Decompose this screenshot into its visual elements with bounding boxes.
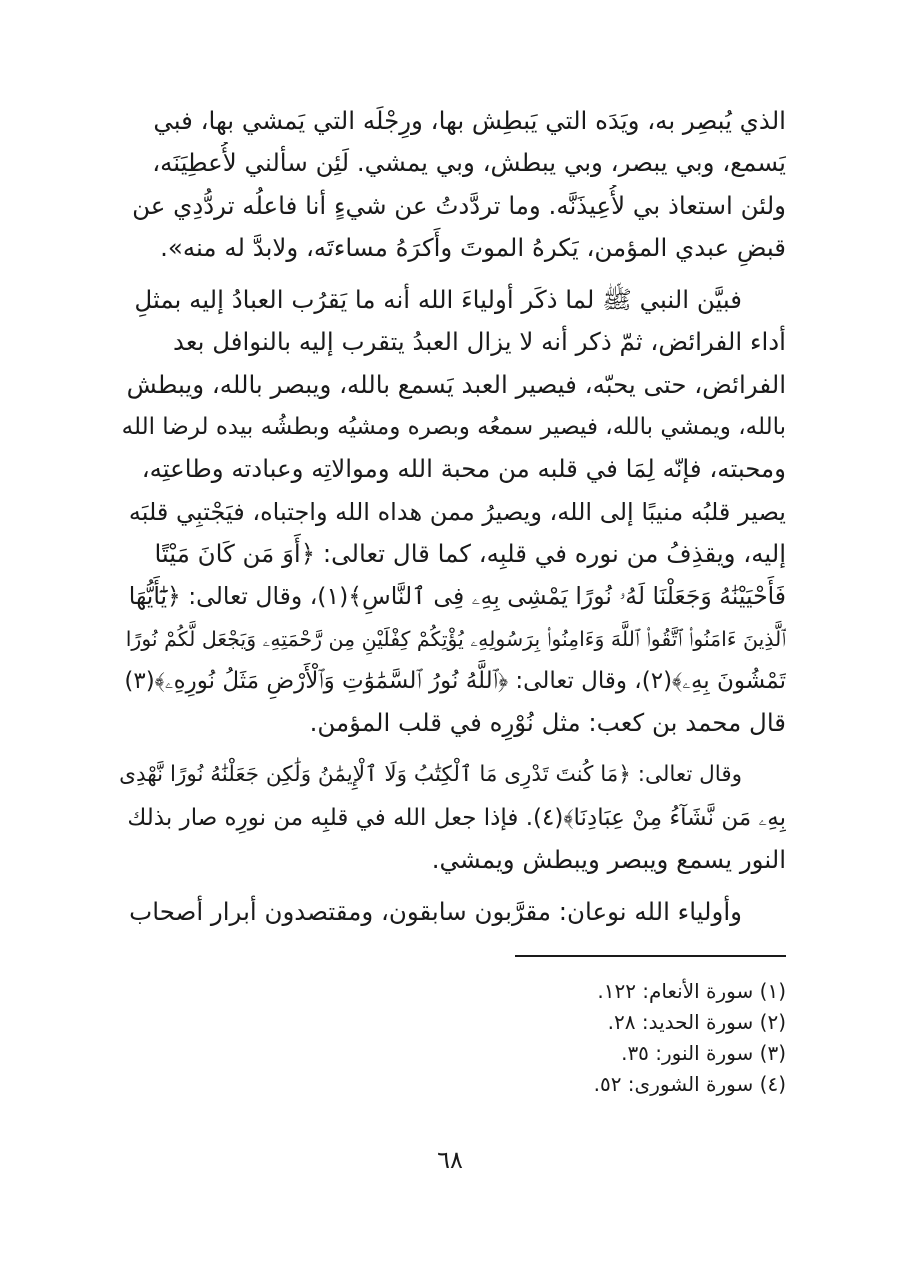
- paragraph-3: [118, 754, 786, 881]
- paragraph-gap: [118, 881, 786, 891]
- footnote: (٤) سورة الشورى: ٥٢.: [593, 1072, 786, 1096]
- footnote: (٢) سورة الحديد: ٢٨.: [607, 1010, 786, 1034]
- text-line: النور يسمع ويبصر ويبطش ويمشي.: [431, 845, 786, 875]
- paragraph-gap: [118, 744, 786, 754]
- text-line: بالله، ويمشي بالله، فيصير سمعُه وبصره ومشيُه وبطشُه بيده لرضا الله: [121, 414, 786, 441]
- text-line: ومحبته، فإنّه لِمَا في قلبه من محبة الله وموالاتِه وعبادته وطاعتِه،: [141, 454, 786, 484]
- text-line: يَسمع، وبي يبصر، وبي يبطش، وبي يمشي. لَئِن سألني لأُعطِيَنَه،: [152, 148, 786, 178]
- footnote-separator: [515, 955, 786, 957]
- text-line: ولئن استعاذ بي لأُعِيذَنَّه. وما تردَّدتُ عن شيءٍ أنا فاعلُه تردُّدِي عن: [132, 190, 786, 220]
- main-text: [118, 100, 786, 934]
- text-line: أداء الفرائض، ثمّ ذكر أنه لا يزال العبدُ يتقرب إليه بالنوافل بعد: [172, 327, 786, 357]
- text-line: فبيَّن النبي ﷺ لما ذكَر أولياءَ الله أنه ما يَقرُب العبادُ إليه بمثلِ: [134, 285, 742, 315]
- footnote: (١) سورة الأنعام: ١٢٢.: [597, 979, 786, 1003]
- text-line: يصير قلبُه منيبًا إلى الله، ويصيرُ ممن هداه الله واجتباه، فيَجْتبِي قلبَه: [128, 497, 786, 526]
- paragraph-2: [118, 279, 786, 744]
- text-line: قبضِ عبدي المؤمن، يَكرهُ الموتَ وأَكرَهُ مساءتَه، ولابدَّ له منه».: [160, 232, 786, 262]
- paragraph-1: [118, 100, 786, 269]
- footnotes: [386, 976, 786, 1100]
- quran-verse-line: وقال تعالى: ﴿مَا كُنتَ تَدْرِى مَا ٱلْكِتَٰبُ وَلَا ٱلْإِيمَٰنُ وَلَٰكِن جَعَلْنَٰهُ نُورًا نَّهْدِى: [119, 762, 742, 788]
- quran-verse-line: تَمْشُونَ بِهِۦ﴾(٢)، وقال تعالى: ﴿ٱللَّهُ نُورُ ٱلسَّمَٰوَٰتِ وَٱلْأَرْضِ مَثَلُ نُورِهِۦ﴾(٣): [124, 667, 786, 694]
- quran-verse-line: بِهِۦ مَن نَّشَآءُ مِنْ عِبَادِنَا﴾(٤). فإذا جعل الله في قلبِه من نورِه صار بذلك: [127, 804, 786, 831]
- text-line: الفرائض، حتى يحبّه، فيصير العبد يَسمع بالله، ويبصر بالله، ويبطش: [126, 369, 786, 399]
- text-line: وأولياء الله نوعان: مقرَّبون سابقون، ومقتصدون أبرار أصحاب: [129, 897, 742, 927]
- footnote: (٣) سورة النور: ٣٥.: [621, 1041, 786, 1065]
- paragraph-gap: [118, 269, 786, 279]
- quran-verse-line: فَأَحْيَيْنَٰهُ وَجَعَلْنَا لَهُۥ نُورًا يَمْشِى بِهِۦ فِى ٱلنَّاسِ﴾(١)، وقال تعالى: ﴿يَٰٓأَيُّهَا: [128, 582, 786, 611]
- page-number: ٦٨: [437, 1146, 463, 1174]
- text-line: الذي يُبصِر به، ويَدَه التي يَبطِش بها، ورِجْلَه التي يَمشي بها، فبي: [153, 106, 786, 135]
- quran-verse-line: ٱلَّذِينَ ءَامَنُوا۟ ٱتَّقُوا۟ ٱللَّهَ وَءَامِنُوا۟ بِرَسُولِهِۦ يُؤْتِكُمْ كِفْلَيْنِ مِن رَّحْمَتِهِۦ وَيَجْعَل لَّكُمْ نُورًا: [125, 626, 786, 651]
- text-line: إليه، ويقذِفُ من نوره في قلبِه، كما قال تعالى: ﴿أَوَ مَن كَانَ مَيْتًا: [154, 538, 786, 568]
- paragraph-4: [118, 891, 786, 933]
- text-line: قال محمد بن كعب: مثل نُوْرِه في قلب المؤمن.: [309, 708, 786, 738]
